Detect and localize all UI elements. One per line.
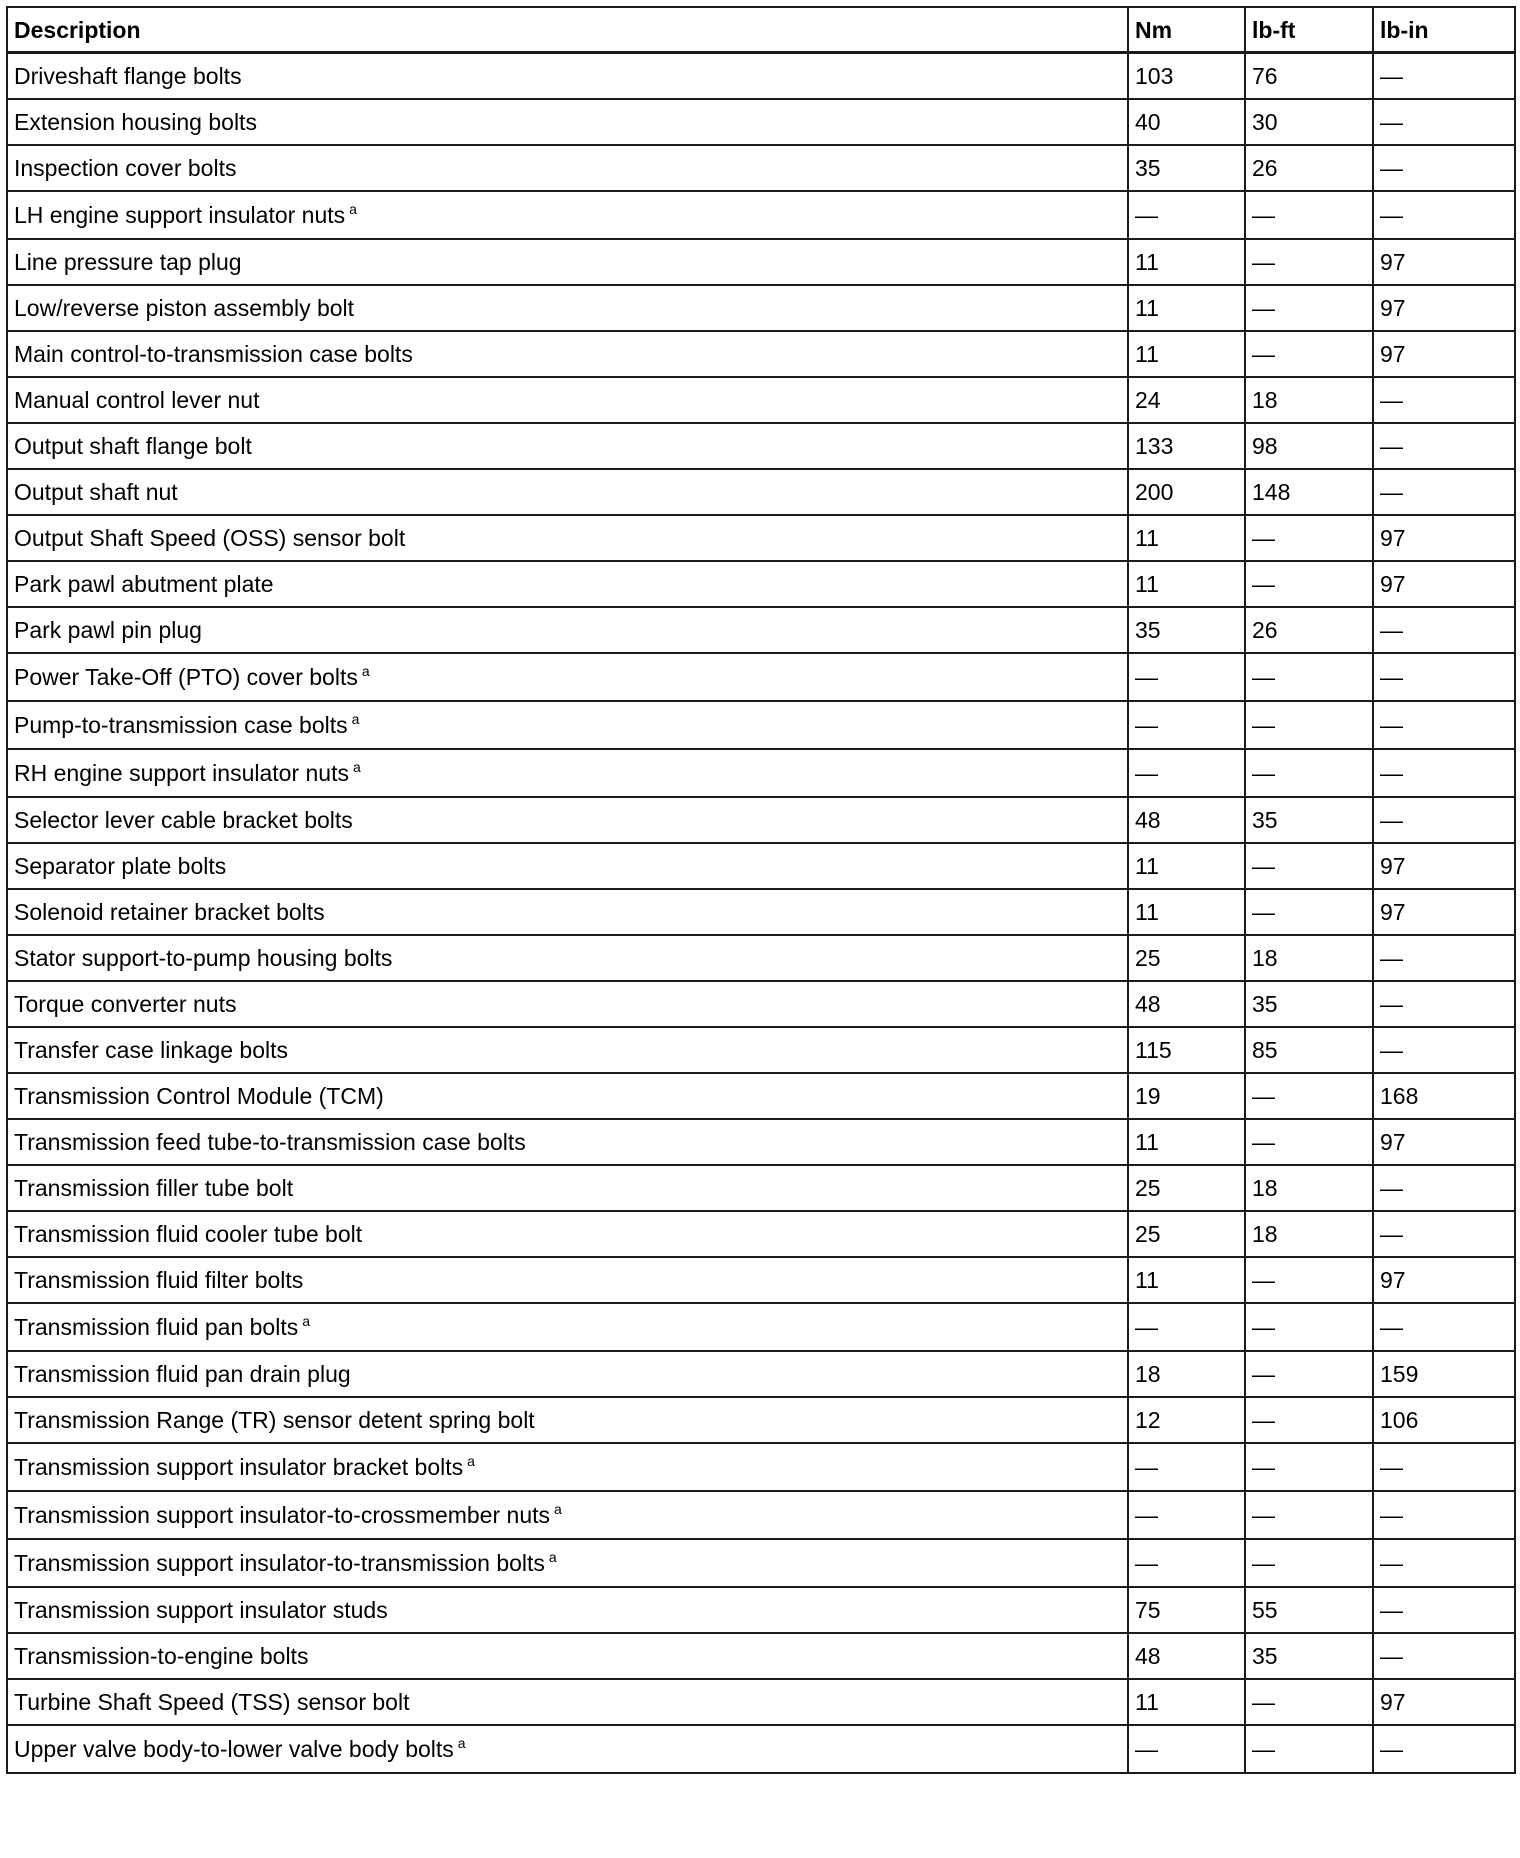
cell-nm: — bbox=[1128, 191, 1245, 239]
description-text: Power Take-Off (PTO) cover bolts bbox=[14, 664, 358, 690]
cell-description bbox=[7, 981, 1128, 1027]
table-row bbox=[7, 1211, 1515, 1257]
cell-lbin: — bbox=[1373, 1491, 1515, 1539]
cell-description bbox=[7, 1633, 1128, 1679]
table-row bbox=[7, 889, 1515, 935]
description-text: Transmission support insulator-to-transmission bolts bbox=[14, 1550, 545, 1576]
footnote-marker: a bbox=[349, 201, 357, 217]
cell-nm: 11 bbox=[1128, 1119, 1245, 1165]
cell-lbin: 97 bbox=[1373, 561, 1515, 607]
cell-lbin: — bbox=[1373, 701, 1515, 749]
cell-description bbox=[7, 653, 1128, 701]
cell-lbin: — bbox=[1373, 191, 1515, 239]
cell-description bbox=[7, 145, 1128, 191]
table-row bbox=[7, 561, 1515, 607]
description-text: Torque converter nuts bbox=[14, 991, 237, 1017]
cell-description bbox=[7, 423, 1128, 469]
cell-description bbox=[7, 1397, 1128, 1443]
cell-nm: 40 bbox=[1128, 99, 1245, 145]
cell-lbft: — bbox=[1245, 191, 1373, 239]
cell-description bbox=[7, 1351, 1128, 1397]
description-text: Transmission filler tube bolt bbox=[14, 1175, 294, 1201]
description-text: Transmission support insulator-to-crossmember nuts bbox=[14, 1502, 550, 1528]
table-row bbox=[7, 1633, 1515, 1679]
description-text: Separator plate bolts bbox=[14, 853, 227, 879]
cell-lbft: 35 bbox=[1245, 981, 1373, 1027]
footnote-marker: a bbox=[548, 1549, 557, 1565]
table-row bbox=[7, 377, 1515, 423]
description-text: Transmission Control Module (TCM) bbox=[14, 1083, 384, 1109]
description-text: Upper valve body-to-lower valve body bolts bbox=[14, 1736, 454, 1762]
cell-lbin: 97 bbox=[1373, 1679, 1515, 1725]
cell-nm: 200 bbox=[1128, 469, 1245, 515]
cell-description bbox=[7, 53, 1128, 100]
description-text: Selector lever cable bracket bolts bbox=[14, 807, 353, 833]
cell-lbin: — bbox=[1373, 749, 1515, 797]
cell-lbft: — bbox=[1245, 1351, 1373, 1397]
table-body bbox=[7, 53, 1515, 1774]
cell-lbin: 106 bbox=[1373, 1397, 1515, 1443]
cell-nm: — bbox=[1128, 1539, 1245, 1587]
cell-nm: 35 bbox=[1128, 145, 1245, 191]
cell-description bbox=[7, 1491, 1128, 1539]
cell-lbft: — bbox=[1245, 889, 1373, 935]
description-text: Transmission fluid filter bolts bbox=[14, 1267, 304, 1293]
table-row bbox=[7, 1165, 1515, 1211]
cell-nm: 12 bbox=[1128, 1397, 1245, 1443]
cell-lbin: 97 bbox=[1373, 285, 1515, 331]
cell-nm: 11 bbox=[1128, 331, 1245, 377]
cell-nm: 19 bbox=[1128, 1073, 1245, 1119]
cell-lbft: 18 bbox=[1245, 377, 1373, 423]
description-text: Transmission support insulator studs bbox=[14, 1597, 388, 1623]
cell-description bbox=[7, 515, 1128, 561]
cell-lbft: 85 bbox=[1245, 1027, 1373, 1073]
table-row bbox=[7, 469, 1515, 515]
cell-nm: 11 bbox=[1128, 1257, 1245, 1303]
footnote-marker: a bbox=[302, 1313, 311, 1329]
description-text: Transmission Range (TR) sensor detent spring bolt bbox=[14, 1407, 535, 1433]
cell-nm: 35 bbox=[1128, 607, 1245, 653]
description-text: Pump-to-transmission case bolts bbox=[14, 712, 348, 738]
cell-lbin: 97 bbox=[1373, 331, 1515, 377]
cell-nm: 18 bbox=[1128, 1351, 1245, 1397]
table-row bbox=[7, 191, 1515, 239]
cell-lbin: — bbox=[1373, 797, 1515, 843]
footnote-marker: a bbox=[457, 1735, 466, 1751]
description-text: Transmission fluid pan drain plug bbox=[14, 1361, 351, 1387]
table-row bbox=[7, 515, 1515, 561]
description-text: Park pawl abutment plate bbox=[14, 571, 274, 597]
table-row bbox=[7, 239, 1515, 285]
cell-nm: 75 bbox=[1128, 1587, 1245, 1633]
cell-nm: 48 bbox=[1128, 981, 1245, 1027]
description-text: LH engine support insulator nuts bbox=[14, 202, 346, 228]
cell-lbft: — bbox=[1245, 515, 1373, 561]
table-row bbox=[7, 145, 1515, 191]
cell-description bbox=[7, 797, 1128, 843]
table-row bbox=[7, 331, 1515, 377]
cell-lbft: 148 bbox=[1245, 469, 1373, 515]
cell-lbft: — bbox=[1245, 1257, 1373, 1303]
cell-description bbox=[7, 1587, 1128, 1633]
table-row bbox=[7, 423, 1515, 469]
table-row bbox=[7, 1073, 1515, 1119]
cell-nm: 115 bbox=[1128, 1027, 1245, 1073]
cell-lbin: 159 bbox=[1373, 1351, 1515, 1397]
cell-nm: — bbox=[1128, 1725, 1245, 1773]
description-text: Transmission support insulator bracket bolts bbox=[14, 1454, 464, 1480]
cell-description bbox=[7, 1073, 1128, 1119]
description-text: Low/reverse piston assembly bolt bbox=[14, 295, 355, 321]
table-row bbox=[7, 1397, 1515, 1443]
cell-description bbox=[7, 1119, 1128, 1165]
cell-lbin: — bbox=[1373, 1211, 1515, 1257]
description-text: Transmission feed tube-to-transmission case bolts bbox=[14, 1129, 526, 1155]
cell-nm: — bbox=[1128, 749, 1245, 797]
cell-lbft: — bbox=[1245, 1443, 1373, 1491]
cell-nm: — bbox=[1128, 701, 1245, 749]
table-row bbox=[7, 749, 1515, 797]
cell-lbft: — bbox=[1245, 1073, 1373, 1119]
cell-lbft: — bbox=[1245, 285, 1373, 331]
cell-description bbox=[7, 1679, 1128, 1725]
footnote-marker: a bbox=[351, 711, 360, 727]
cell-lbft: 35 bbox=[1245, 797, 1373, 843]
cell-lbin: — bbox=[1373, 1587, 1515, 1633]
cell-lbft: — bbox=[1245, 1303, 1373, 1351]
cell-lbin: 97 bbox=[1373, 843, 1515, 889]
cell-lbin: — bbox=[1373, 653, 1515, 701]
cell-lbin: — bbox=[1373, 53, 1515, 100]
cell-lbft: — bbox=[1245, 239, 1373, 285]
cell-lbin: 97 bbox=[1373, 1257, 1515, 1303]
cell-nm: 11 bbox=[1128, 889, 1245, 935]
description-text: Main control-to-transmission case bolts bbox=[14, 341, 413, 367]
cell-description bbox=[7, 377, 1128, 423]
cell-description bbox=[7, 1165, 1128, 1211]
description-text: Output shaft flange bolt bbox=[14, 433, 252, 459]
cell-lbin: 168 bbox=[1373, 1073, 1515, 1119]
cell-lbin: 97 bbox=[1373, 515, 1515, 561]
cell-nm: 11 bbox=[1128, 561, 1245, 607]
cell-lbin: — bbox=[1373, 99, 1515, 145]
cell-lbin: — bbox=[1373, 1443, 1515, 1491]
cell-nm: 48 bbox=[1128, 797, 1245, 843]
description-text: Output Shaft Speed (OSS) sensor bolt bbox=[14, 525, 406, 551]
description-text: Solenoid retainer bracket bolts bbox=[14, 899, 325, 925]
footnote-marker: a bbox=[352, 759, 361, 775]
cell-lbin: — bbox=[1373, 1725, 1515, 1773]
cell-description bbox=[7, 1027, 1128, 1073]
cell-nm: 11 bbox=[1128, 285, 1245, 331]
cell-nm: 25 bbox=[1128, 1211, 1245, 1257]
cell-lbft: 26 bbox=[1245, 607, 1373, 653]
cell-lbft: — bbox=[1245, 1679, 1373, 1725]
table-row bbox=[7, 285, 1515, 331]
cell-lbin: — bbox=[1373, 1165, 1515, 1211]
description-text: Output shaft nut bbox=[14, 479, 178, 505]
header-row bbox=[7, 7, 1515, 53]
description-text: Extension housing bolts bbox=[14, 109, 257, 135]
cell-nm: 103 bbox=[1128, 53, 1245, 100]
cell-lbin: — bbox=[1373, 423, 1515, 469]
footnote-marker: a bbox=[361, 663, 370, 679]
description-text: Manual control lever nut bbox=[14, 387, 260, 413]
cell-lbft: 30 bbox=[1245, 99, 1373, 145]
cell-description bbox=[7, 99, 1128, 145]
table-row bbox=[7, 1587, 1515, 1633]
cell-lbin: — bbox=[1373, 145, 1515, 191]
footnote-marker: a bbox=[554, 1501, 562, 1517]
header-lbft: lb-ft bbox=[1245, 7, 1373, 53]
cell-nm: — bbox=[1128, 1443, 1245, 1491]
table-row bbox=[7, 1027, 1515, 1073]
table-row bbox=[7, 797, 1515, 843]
description-text: Park pawl pin plug bbox=[14, 617, 202, 643]
table-row bbox=[7, 1257, 1515, 1303]
table-row bbox=[7, 1303, 1515, 1351]
cell-description bbox=[7, 469, 1128, 515]
cell-lbft: 18 bbox=[1245, 1211, 1373, 1257]
table-row bbox=[7, 1491, 1515, 1539]
cell-lbft: 98 bbox=[1245, 423, 1373, 469]
description-text: RH engine support insulator nuts bbox=[14, 760, 349, 786]
torque-spec-document bbox=[6, 6, 1514, 1774]
cell-description bbox=[7, 1539, 1128, 1587]
header-nm: Nm bbox=[1128, 7, 1245, 53]
cell-lbin: — bbox=[1373, 1539, 1515, 1587]
description-text: Stator support-to-pump housing bolts bbox=[14, 945, 393, 971]
cell-lbft: — bbox=[1245, 701, 1373, 749]
cell-lbin: 97 bbox=[1373, 239, 1515, 285]
cell-nm: 133 bbox=[1128, 423, 1245, 469]
cell-description bbox=[7, 285, 1128, 331]
cell-nm: 11 bbox=[1128, 515, 1245, 561]
cell-lbft: 18 bbox=[1245, 1165, 1373, 1211]
cell-lbft: — bbox=[1245, 1539, 1373, 1587]
cell-lbft: — bbox=[1245, 749, 1373, 797]
cell-lbft: — bbox=[1245, 1491, 1373, 1539]
cell-nm: 25 bbox=[1128, 935, 1245, 981]
table-row bbox=[7, 1351, 1515, 1397]
cell-lbft: 76 bbox=[1245, 53, 1373, 100]
cell-nm: 24 bbox=[1128, 377, 1245, 423]
cell-lbin: — bbox=[1373, 607, 1515, 653]
table-row bbox=[7, 701, 1515, 749]
table-row bbox=[7, 653, 1515, 701]
table-row bbox=[7, 1539, 1515, 1587]
cell-lbft: — bbox=[1245, 331, 1373, 377]
table-header bbox=[7, 7, 1515, 53]
table-row bbox=[7, 935, 1515, 981]
cell-description bbox=[7, 1211, 1128, 1257]
cell-description bbox=[7, 1303, 1128, 1351]
cell-description bbox=[7, 889, 1128, 935]
cell-nm: 25 bbox=[1128, 1165, 1245, 1211]
table-row bbox=[7, 843, 1515, 889]
table-row bbox=[7, 99, 1515, 145]
cell-lbft: — bbox=[1245, 1725, 1373, 1773]
table-row bbox=[7, 1679, 1515, 1725]
table-row bbox=[7, 1443, 1515, 1491]
description-text: Inspection cover bolts bbox=[14, 155, 237, 181]
cell-nm: 11 bbox=[1128, 239, 1245, 285]
cell-description bbox=[7, 749, 1128, 797]
description-text: Transmission-to-engine bolts bbox=[14, 1643, 309, 1669]
cell-lbin: — bbox=[1373, 377, 1515, 423]
description-text: Line pressure tap plug bbox=[14, 249, 242, 275]
cell-nm: — bbox=[1128, 1303, 1245, 1351]
cell-lbin: 97 bbox=[1373, 1119, 1515, 1165]
cell-lbin: — bbox=[1373, 1633, 1515, 1679]
cell-description bbox=[7, 1725, 1128, 1773]
cell-description bbox=[7, 561, 1128, 607]
cell-description bbox=[7, 701, 1128, 749]
cell-lbft: 26 bbox=[1245, 145, 1373, 191]
header-lbin: lb-in bbox=[1373, 7, 1515, 53]
cell-lbin: 97 bbox=[1373, 889, 1515, 935]
cell-description bbox=[7, 239, 1128, 285]
cell-nm: 11 bbox=[1128, 1679, 1245, 1725]
cell-lbft: — bbox=[1245, 653, 1373, 701]
cell-description bbox=[7, 191, 1128, 239]
cell-description bbox=[7, 935, 1128, 981]
cell-lbin: — bbox=[1373, 935, 1515, 981]
cell-lbft: — bbox=[1245, 1397, 1373, 1443]
table-row bbox=[7, 607, 1515, 653]
cell-lbin: — bbox=[1373, 1303, 1515, 1351]
header-description: Description bbox=[7, 7, 1128, 53]
description-text: Turbine Shaft Speed (TSS) sensor bolt bbox=[14, 1689, 410, 1715]
cell-nm: 11 bbox=[1128, 843, 1245, 889]
cell-lbft: — bbox=[1245, 1119, 1373, 1165]
cell-lbin: — bbox=[1373, 981, 1515, 1027]
cell-lbin: — bbox=[1373, 469, 1515, 515]
cell-lbft: — bbox=[1245, 843, 1373, 889]
torque-spec-table bbox=[6, 6, 1516, 1774]
footnote-marker: a bbox=[467, 1453, 475, 1469]
table-row bbox=[7, 1725, 1515, 1773]
table-row bbox=[7, 1119, 1515, 1165]
table-row bbox=[7, 53, 1515, 100]
table-row bbox=[7, 981, 1515, 1027]
cell-lbft: 35 bbox=[1245, 1633, 1373, 1679]
cell-description bbox=[7, 607, 1128, 653]
cell-lbft: 18 bbox=[1245, 935, 1373, 981]
description-text: Transfer case linkage bolts bbox=[14, 1037, 289, 1063]
cell-lbft: 55 bbox=[1245, 1587, 1373, 1633]
description-text: Transmission fluid pan bolts bbox=[14, 1314, 299, 1340]
cell-lbin: — bbox=[1373, 1027, 1515, 1073]
cell-description bbox=[7, 1257, 1128, 1303]
cell-description bbox=[7, 331, 1128, 377]
cell-lbft: — bbox=[1245, 561, 1373, 607]
description-text: Transmission fluid cooler tube bolt bbox=[14, 1221, 363, 1247]
cell-nm: 48 bbox=[1128, 1633, 1245, 1679]
cell-description bbox=[7, 1443, 1128, 1491]
cell-nm: — bbox=[1128, 653, 1245, 701]
cell-description bbox=[7, 843, 1128, 889]
description-text: Driveshaft flange bolts bbox=[14, 63, 242, 89]
cell-nm: — bbox=[1128, 1491, 1245, 1539]
